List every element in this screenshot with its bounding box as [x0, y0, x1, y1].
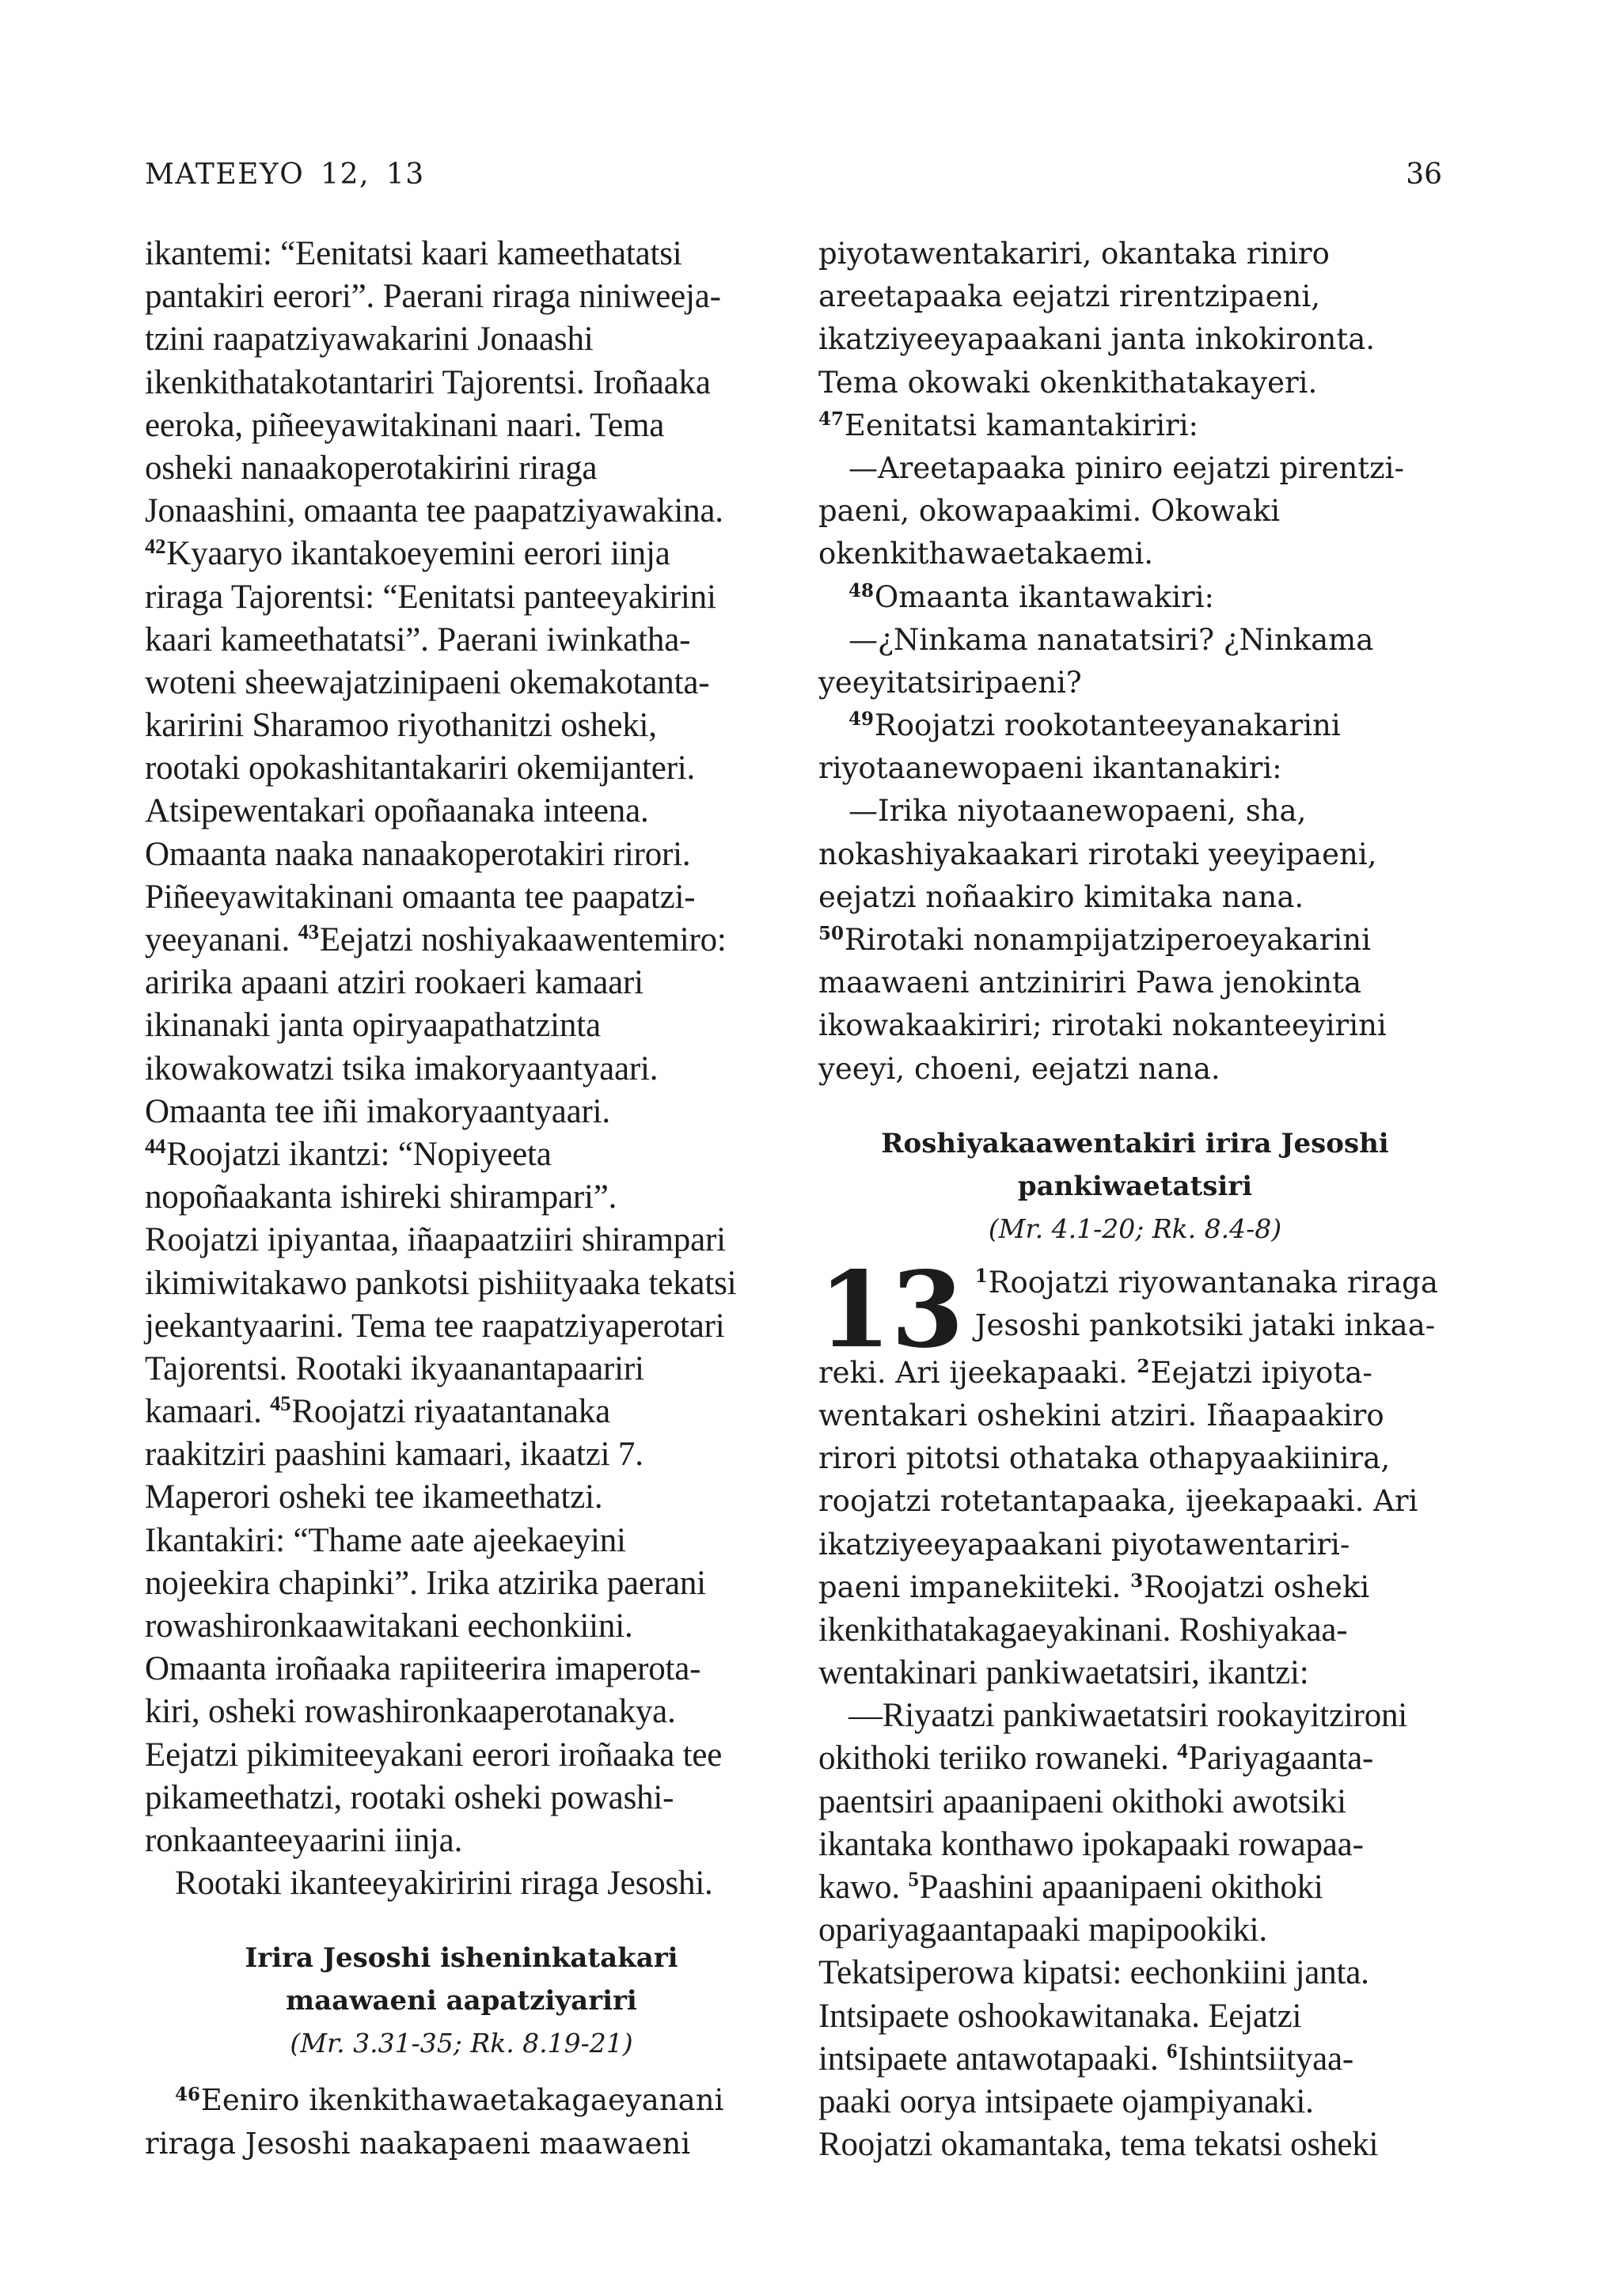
verse-number: 47	[818, 408, 844, 431]
verse-number: 49	[848, 708, 874, 731]
text-line: —Irika niyotaanewopaeni, sha,	[848, 794, 1307, 829]
cross-reference: (Mr. 4.1-20; Rk. 8.4-8)	[988, 1213, 1282, 1244]
text-line: ikinanaki janta opiryaapathatzinta	[145, 1007, 601, 1045]
text-line: roojatzi rotetantapaaka, ijeekapaaki. Ari	[818, 1484, 1418, 1519]
verse-line: $^{48}$Omaanta ikantawakiri:	[848, 579, 1215, 614]
text-line: tzini raapatziyawakarini Jonaashi	[145, 321, 594, 359]
text-line: nopoñaakanta ishireki shirampari”.	[145, 1178, 617, 1216]
text-line: maawaeni antziniriri Pawa jenokinta	[818, 966, 1362, 1000]
verse-number: 45	[270, 1391, 291, 1416]
text-line: pantakiri eerori”. Paerani riraga niniweeja-	[145, 278, 721, 316]
verse-line: reki. Ari ijeekapaaki. $^2$Eejatzi ipiyota-	[818, 1355, 1372, 1390]
paragraph-line: Rootaki ikanteeyakiririni riraga Jesoshi.	[175, 1865, 713, 1903]
right-column	[818, 233, 1452, 2166]
verse-line: $^{44}$Roojatzi ikantzi: “Nopiyeeta	[145, 1134, 552, 1173]
verse-number: 3	[1130, 1570, 1144, 1592]
text-line: osheki nanaakoperotakirini riraga	[145, 449, 598, 487]
verse-line: okithoki teriiko rowaneki. $^4$Pariyagaanta-	[818, 1738, 1374, 1778]
text-line: Omaanta naaka nanaakoperotakiri rirori.	[145, 835, 691, 873]
text-line: yeeyitatsiripaeni?	[818, 665, 1082, 700]
verse-line: intsipaete antawotapaaki. $^6$Ishintsiityaa-	[818, 2039, 1354, 2078]
left-column	[145, 233, 778, 2165]
text-line: Piñeeyawitakinani omaanta tee paapatzi-	[145, 878, 696, 916]
section-heading: pankiwaetatsiri	[1017, 1170, 1253, 1202]
text-line: Jonaashini, omaanta tee paapatziyawakina.	[145, 492, 723, 530]
text-line: rirori pitotsi othataka othapyaakiinira,	[818, 1441, 1391, 1476]
text-line: jeekantyaarini. Tema tee raapatziyaperotari	[145, 1307, 725, 1345]
text-line: —¿Ninkama nanatatsiri? ¿Ninkama	[848, 622, 1374, 657]
page-number: 36	[1406, 158, 1442, 191]
text-line: kiri, osheki rowashironkaaperotanakya.	[145, 1693, 676, 1731]
text-line: paaki oorya intsipaete ojampiyanaki.	[818, 2082, 1314, 2120]
verse-line: yeeyanani. $^{43}$Eejatzi noshiyakaawentemiro:	[145, 920, 727, 958]
text-line: Maperori osheki tee ikameethatzi.	[145, 1478, 603, 1516]
section-heading: Roshiyakaawentakiri irira Jesoshi	[881, 1127, 1389, 1159]
text-line: Atsipewentakari opoñaanaka inteena.	[145, 792, 649, 830]
verse-number: 4	[1177, 1738, 1188, 1763]
verse-line: kamaari. $^{45}$Roojatzi riyaatantanaka	[145, 1391, 610, 1431]
text-line: ikowakaakiriri; rirotaki nokanteeyirini	[818, 1008, 1387, 1043]
text-line: rootaki opokashitantakariri okemijanteri.	[145, 750, 696, 787]
text-line: opariyagaantapaaki mapipookiki.	[818, 1911, 1267, 1949]
text-line: paeni, okowapaakimi. Okowaki	[818, 494, 1281, 529]
spacer	[818, 1091, 1452, 1122]
text-line: ikenkithatakotantariri Tajorentsi. Iroñaaka	[145, 363, 711, 401]
text-line: —Areetapaaka piniro eejatzi pirentzi-	[848, 450, 1404, 485]
text-line: ikenkithatakagaeyakinani. Roshiyakaa-	[818, 1611, 1348, 1649]
text-line: Tekatsiperowa kipatsi: eechonkiini janta.	[818, 1954, 1369, 1992]
text-line: pikameethatzi, rootaki osheki powashi-	[145, 1778, 674, 1816]
text-line: Jesoshi pankotsiki jataki inkaa-	[974, 1307, 1436, 1342]
verse-line: paeni impanekiiteki. $^3$Roojatzi osheki	[818, 1569, 1370, 1604]
verse-line: $^{49}$Roojatzi rookotanteeyanakarini	[848, 708, 1341, 743]
text-line: riraga Jesoshi naakapaeni maawaeni	[145, 2126, 691, 2161]
text-line: karirini Sharamoo riyothanitzi osheki,	[145, 707, 657, 745]
text-line: ikowakowatzi tsika imakoryaantyaari.	[145, 1049, 659, 1087]
verse-number: 46	[175, 2083, 200, 2105]
text-line: kaari kameethatatsi”. Paerani iwinkatha-	[145, 620, 691, 658]
text-line: wentakari oshekini atziri. Iñaapaakiro	[818, 1398, 1384, 1433]
verse-line: $^{47}$Eenitatsi kamantakiriri:	[818, 408, 1199, 442]
verse-line: $^{42}$Kyaaryo ikantakoeyemini eerori iinja	[145, 533, 670, 573]
text-line: Roojatzi ipiyantaa, iñaapaatziiri shirampari	[145, 1221, 726, 1259]
text-line: ronkaanteeyaarini iinja.	[145, 1821, 463, 1859]
chapter-number: 13	[818, 1248, 964, 1372]
text-line: Omaanta tee iñi imakoryaantyaari.	[145, 1092, 610, 1130]
spacer	[145, 2065, 778, 2079]
chapter-opening	[818, 1248, 1452, 1372]
text-line: wentakinari pankiwaetatsiri, ikantzi:	[818, 1654, 1309, 1692]
text-line: Omaanta iroñaaka rapiiteerira imaperota-	[145, 1650, 701, 1688]
text-line: Tajorentsi. Rootaki ikyaanantapaariri	[145, 1349, 644, 1387]
verse-number: 48	[848, 579, 874, 602]
text-line: eejatzi noñaakiro kimitaka nana.	[818, 879, 1304, 914]
text-line: ikantemi: “Eenitatsi kaari kameethatatsi	[145, 235, 682, 272]
verse-line: $^{50}$Rirotaki nonampijatziperoeyakarini	[818, 923, 1371, 957]
verse-number: 5	[908, 1867, 919, 1892]
verse-number: 44	[145, 1134, 166, 1159]
text-line: Tema okowaki okenkithatakayeri.	[818, 365, 1318, 400]
text-line: nojeekira chapinki”. Irika atzirika paerani	[145, 1564, 706, 1602]
text-line: okenkithawaetakaemi.	[818, 537, 1154, 571]
text-line: ikatziyeeyapaakani piyotawentariri-	[818, 1527, 1350, 1562]
text-line: rowashironkaawitakani eechonkiini.	[145, 1607, 633, 1645]
verse-line: $^1$Roojatzi riyowantanaka riraga	[974, 1265, 1438, 1300]
text-line: paentsiri apaanipaeni okithoki awotsiki	[818, 1782, 1346, 1820]
text-line: raakitziri paashini kamaari, ikaatzi 7.	[145, 1436, 643, 1474]
text-line: —Riyaatzi pankiwaetatsiri rookayitzironi	[848, 1697, 1408, 1735]
text-line: ikatziyeeyapaakani janta inkokironta.	[818, 322, 1376, 357]
text-line: ikantaka konthawo ipokapaaki rowapaa-	[818, 1825, 1364, 1863]
verse-number: 43	[298, 920, 319, 944]
text-line: ikimiwitakawo pankotsi pishiityaaka tekatsi	[145, 1264, 737, 1302]
text-line: areetapaaka eejatzi rirentzipaeni,	[818, 279, 1320, 314]
text-line: piyotawentakariri, okantaka riniro	[818, 237, 1330, 271]
text-line: aririka apaani atziri rookaeri kamaari	[145, 964, 643, 1002]
spacer	[145, 1905, 778, 1937]
verse-number: 1	[974, 1266, 988, 1288]
text-line: eeroka, piñeeyawitakinani naari. Tema	[145, 406, 665, 444]
text-line: riraga Tajorentsi: “Eenitatsi panteeyakirini	[145, 578, 716, 616]
text-line: Roojatzi okamantaka, tema tekatsi osheki	[818, 2126, 1379, 2164]
verse-number: 2	[1137, 1356, 1150, 1378]
verse-number: 6	[1167, 2039, 1178, 2063]
verse-line: $^{46}$Eeniro ikenkithawaetakagaeyanani	[175, 2083, 724, 2118]
running-header-book: MATEEYO 12, 13	[145, 158, 425, 191]
verse-number: 50	[818, 923, 844, 945]
cross-reference: (Mr. 3.31-35; Rk. 8.19-21)	[290, 2028, 633, 2059]
text-line: riyotaanewopaeni ikantanakiri:	[818, 751, 1282, 786]
text-line: yeeyi, choeni, eejatzi nana.	[818, 1051, 1220, 1086]
verse-number: 42	[145, 533, 166, 558]
section-heading: maawaeni aapatziyariri	[286, 1985, 637, 2017]
text-line: nokashiyakaakari rirotaki yeeyipaeni,	[818, 837, 1377, 871]
text-line: Ikantakiri: “Thame aate ajeekaeyini	[145, 1521, 626, 1559]
text-line: Eejatzi pikimiteeyakani eerori iroñaaka tee	[145, 1736, 723, 1774]
text-line: woteni sheewajatzinipaeni okemakotanta-	[145, 663, 710, 701]
text-line: Intsipaete oshookawitanaka. Eejatzi	[818, 1997, 1302, 2035]
section-heading: Irira Jesoshi isheninkatakari	[245, 1942, 678, 1975]
verse-line: kawo. $^5$Paashini apaanipaeni okithoki	[818, 1867, 1323, 1906]
